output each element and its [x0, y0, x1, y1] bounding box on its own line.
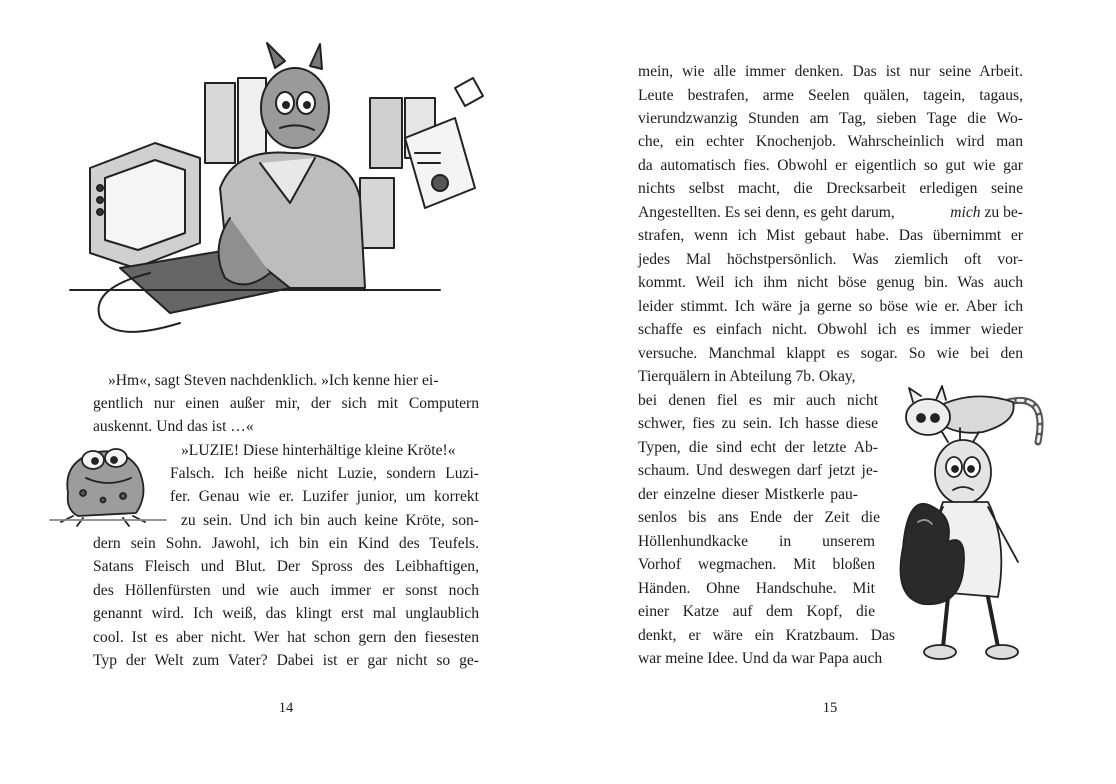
page-number: 15 [822, 700, 838, 716]
text-line: Händen. Ohne Handschuhe. Mit [638, 580, 875, 597]
text-line: dern sein Sohn. Jawohl, ich bin ein Kind des Teufels. [93, 535, 479, 552]
text-line: nichts selbst macht, die Drecksarbeit erledigen seine [638, 180, 1023, 197]
text-line: strafen, wenn ich Mist gebaut habe. Das übernimmt er [638, 227, 1023, 244]
text-segment: Angestellten. Es sei denn, es geht darum, [638, 204, 895, 221]
text-line: Tierquälern in Abteilung 7b. Okay, [638, 368, 856, 385]
right-page [558, 0, 1116, 784]
text-line: bei denen fiel es mir auch nicht [638, 392, 878, 409]
text-line: leider stimmt. Ich wäre ja gerne so böse wie er. Aber ich [638, 298, 1023, 315]
text-line: Satans Fleisch und Blut. Der Spross des Leibhaftigen, [93, 558, 479, 575]
text-segment: zu be- [980, 204, 1023, 221]
text-line: kommt. Weil ich ihm nicht böse genug bin. Was auch [638, 274, 1023, 291]
text-line: senlos bis ans Ende der Zeit die [638, 509, 880, 526]
text-line: der einzelne dieser Mistkerle pau- [638, 486, 858, 503]
text-line: versuche. Manchmal klappt es sogar. So wie bei den [638, 345, 1023, 362]
text-line: denkt, er wäre ein Kratzbaum. Das [638, 627, 895, 644]
devil-at-computer-illustration [60, 28, 490, 358]
text-line: fer. Genau wie er. Luzifer junior, um korrekt [170, 488, 479, 505]
text-segment [950, 201, 1023, 224]
text-line: schaffe es einfach nicht. Obwohl ich es immer wieder [638, 321, 1023, 338]
text-line: gentlich nur einen außer mir, der sich mit Computern [93, 395, 479, 412]
text-line: zu sein. Und ich bin auch keine Kröte, son- [181, 512, 479, 529]
text-line: Vorhof wegmachen. Mit bloßen [638, 556, 875, 573]
text-line: genannt wird. Ich weiß, das klingt erst mal unglaublich [93, 605, 479, 622]
text-line: war meine Idee. Und da war Papa auch [638, 650, 883, 667]
text-line: che, ein echter Knochenjob. Wahrscheinlich wird man [638, 133, 1023, 150]
page-number: 14 [278, 700, 294, 716]
text-line [638, 201, 1023, 224]
text-line: cool. Ist es aber nicht. Wer hat schon gern den fiesesten [93, 629, 479, 646]
text-line: Höllenhundkacke in unserem [638, 533, 875, 550]
toad-illustration [48, 438, 168, 530]
text-line: auskennt. Und das ist …« [93, 418, 254, 435]
text-line: Typen, die sind echt der letzte Ab- [638, 439, 878, 456]
boy-with-cat-illustration [888, 372, 1058, 672]
text-line: »LUZIE! Diese hinterhältige kleine Kröte!« [181, 442, 456, 459]
text-line: schaum. Und deswegen darf jetzt je- [638, 462, 878, 479]
text-line: Typ der Welt zum Vater? Dabei ist er gar nicht so ge- [93, 652, 479, 669]
text-line: da automatisch fies. Obwohl er eigentlich so gut wie gar [638, 157, 1023, 174]
text-line: Falsch. Ich heiße nicht Luzie, sondern Luzi- [170, 465, 479, 482]
text-line: schwer, fies zu sein. Ich hasse diese [638, 415, 878, 432]
emphasis-word: mich [950, 204, 981, 221]
text-line: Leute bestrafen, arme Seelen quälen, tagein, tagaus, [638, 87, 1023, 104]
text-line: mein, wie alle immer denken. Das ist nur seine Arbeit. [638, 63, 1023, 80]
text-line: jedes Mal höchstpersönlich. Was ziemlich oft vor- [638, 251, 1023, 268]
text-line: »Hm«, sagt Steven nachdenklich. »Ich kenne hier ei- [108, 372, 439, 389]
text-line: einer Katze auf dem Kopf, die [638, 603, 875, 620]
text-line: des Höllenfürsten und wie auch immer er sonst noch [93, 582, 479, 599]
text-line: vierundzwanzig Stunden am Tag, sieben Tage die Wo- [638, 110, 1023, 127]
